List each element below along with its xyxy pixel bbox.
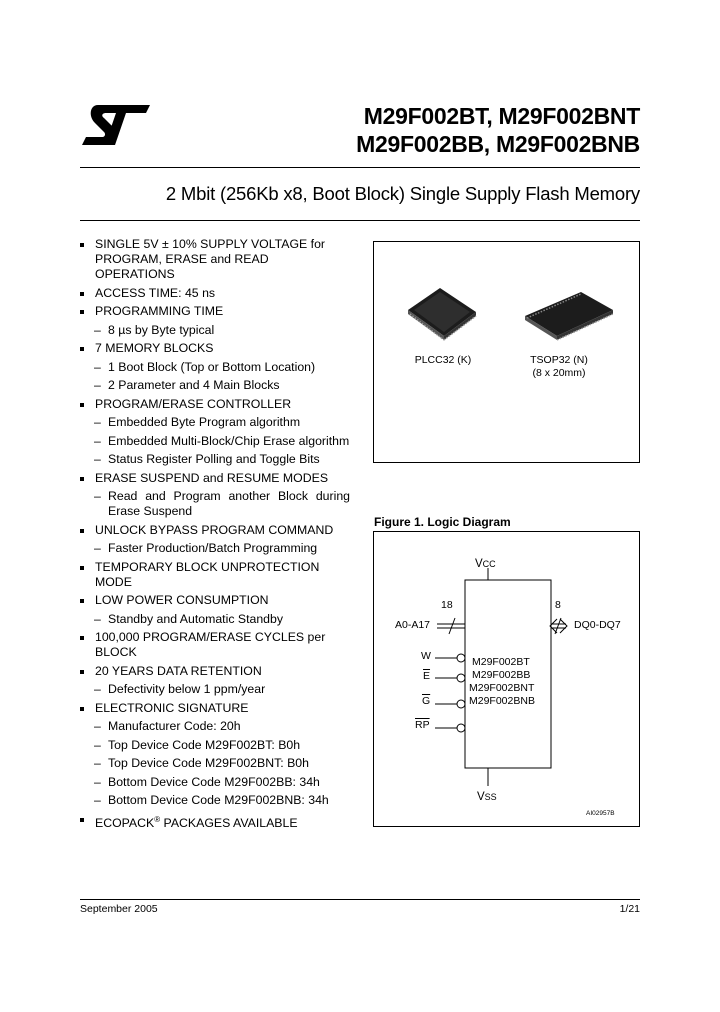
bullet-icon [80,818,84,822]
feature-text: ELECTRONIC SIGNATURE [95,700,249,715]
bullet-icon [80,243,84,247]
feature-subitem [80,541,350,556]
dash-icon: – [94,719,101,733]
feature-subitem [80,434,350,449]
signal-e-label: $\overline{E}$ [423,670,431,682]
feature-subitem [80,452,350,467]
feature-item [80,523,350,538]
feature-subitem-text: Bottom Device Code M29F002BB: 34h [108,774,320,789]
feature-item-ecopack [80,812,350,831]
bullet-icon [80,310,84,314]
dash-icon: – [94,541,101,555]
feature-item [80,304,350,319]
feature-subitem-text: Bottom Device Code M29F002BNB: 34h [108,793,329,807]
bullet-icon [80,599,84,603]
feature-subitem-text: Read and Program another Block during Erase Suspend [108,489,350,518]
feature-subitem-text: Top Device Code M29F002BT: B0h [108,737,301,752]
package-box [373,241,640,463]
dash-icon: – [94,737,101,752]
dash-icon: – [94,793,101,807]
feature-subitem-text: 8 µs by Byte typical [108,322,215,337]
feature-subitem-text: 2 Parameter and 4 Main Blocks [108,378,280,392]
dash-icon: – [94,756,101,770]
tsop32-label: TSOP32 (N) [530,354,588,366]
feature-text: 7 MEMORY BLOCKS [95,341,214,355]
bullet-icon [80,707,84,711]
dash-icon: – [94,415,101,429]
header-rule [80,167,640,168]
feature-subitem-text: Embedded Byte Program algorithm [108,415,301,429]
signal-rp-label: $\overline{RP}$ [415,719,430,731]
dash-icon: – [94,452,101,466]
feature-text: PROGRAMMING TIME [95,304,224,318]
feature-text: SINGLE 5V ± 10% SUPPLY VOLTAGE for PROGRAM, ERASE and READ OPERATIONS [95,237,326,281]
feature-item [80,701,350,716]
registered-mark: ® [154,814,161,824]
bullet-icon [80,529,84,533]
bullet-icon [80,347,84,351]
document-title-line-1: M29F002BT, M29F002BNT [363,103,640,129]
chip-name: M29F002BB [472,669,531,681]
document-subtitle: 2 Mbit (256Kb x8, Boot Block) Single Supply Flash Memory [165,183,640,204]
feature-subitem-text: Defectivity below 1 ppm/year [108,682,266,696]
feature-item [80,397,350,412]
dash-icon: – [94,774,101,789]
feature-subitem [80,415,350,430]
feature-item [80,630,350,660]
feature-item [80,286,350,301]
vss-label: VSS [477,791,497,803]
st-logo [80,103,152,147]
dash-icon: – [94,611,101,626]
address-bus-count: 18 [441,599,453,611]
feature-text: ERASE SUSPEND and RESUME MODES [95,470,329,485]
dash-icon: – [94,322,101,337]
signal-g-label: $\overline{G}$ [422,695,431,707]
plcc32-label: PLCC32 (K) [414,354,472,366]
dash-icon: – [94,359,101,374]
feature-text: 20 YEARS DATA RETENTION [95,663,262,678]
ecopack-text-rest: PACKAGES AVAILABLE [160,815,298,830]
feature-subitem [80,682,350,697]
bullet-icon [80,566,84,570]
dash-icon: – [94,378,101,392]
bullet-icon [80,403,84,407]
feature-subitem [80,775,350,790]
feature-text: PROGRAM/ERASE CONTROLLER [95,396,292,411]
feature-subitem-text: 1 Boot Block (Top or Bottom Location) [108,359,316,374]
feature-item [80,593,350,608]
feature-subitem [80,738,350,753]
figure-caption: Figure 1. Logic Diagram [374,515,511,529]
feature-item [80,237,350,282]
data-bus-label: DQ0-DQ7 [574,619,621,631]
subtitle-rule [80,220,640,221]
bullet-icon [80,292,84,296]
dash-icon: – [94,682,101,696]
feature-subitem [80,489,350,519]
bullet-icon [80,670,84,674]
document-title-line-2: M29F002BB, M29F002BNB [356,131,640,157]
feature-subitem [80,378,350,393]
feature-item [80,471,350,486]
data-bus-count: 8 [555,599,561,611]
feature-list [80,237,350,831]
feature-item [80,341,350,356]
bullet-icon [80,636,84,640]
chip-name: M29F002BNB [469,695,535,707]
feature-subitem [80,756,350,771]
feature-subitem [80,323,350,338]
feature-subitem-text: Embedded Multi-Block/Chip Erase algorithm [108,433,350,448]
feature-item [80,560,350,590]
signal-w-label: W [421,650,431,662]
feature-subitem [80,360,350,375]
tsop32-package-image [519,290,619,346]
feature-subitem [80,612,350,627]
figure-reference-code: AI02957B [586,810,615,817]
footer-date: September 2005 [80,903,158,915]
plcc32-package-image [402,282,482,344]
feature-subitem [80,793,350,808]
vcc-label: VCC [475,558,496,570]
footer-page-number: 1/21 [619,903,640,915]
bullet-icon [80,477,84,481]
dash-icon: – [94,489,101,503]
chip-name: M29F002BNT [469,682,535,694]
feature-text: ACCESS TIME: 45 ns [95,285,216,300]
footer-rule [80,899,640,900]
address-bus-label: A0-A17 [395,619,431,631]
feature-text: TEMPORARY BLOCK UNPROTECTION MODE [95,559,320,589]
feature-text: LOW POWER CONSUMPTION [95,593,269,607]
feature-subitem-text: Top Device Code M29F002BNT: B0h [108,756,309,770]
feature-subitem-text: Status Register Polling and Toggle Bits [108,452,320,466]
feature-subitem-text: Standby and Automatic Standby [108,611,284,626]
feature-subitem-text: Manufacturer Code: 20h [108,719,241,733]
tsop32-dimensions: (8 x 20mm) [532,367,586,379]
feature-text: 100,000 PROGRAM/ERASE CYCLES per BLOCK [95,630,326,659]
ecopack-text: ECOPACK [95,815,155,830]
feature-subitem [80,719,350,734]
feature-item [80,664,350,679]
logic-diagram [373,531,640,827]
feature-text: UNLOCK BYPASS PROGRAM COMMAND [95,522,334,537]
chip-name: M29F002BT [472,656,530,668]
dash-icon: – [94,433,101,448]
feature-subitem-text: Faster Production/Batch Programming [108,541,318,555]
